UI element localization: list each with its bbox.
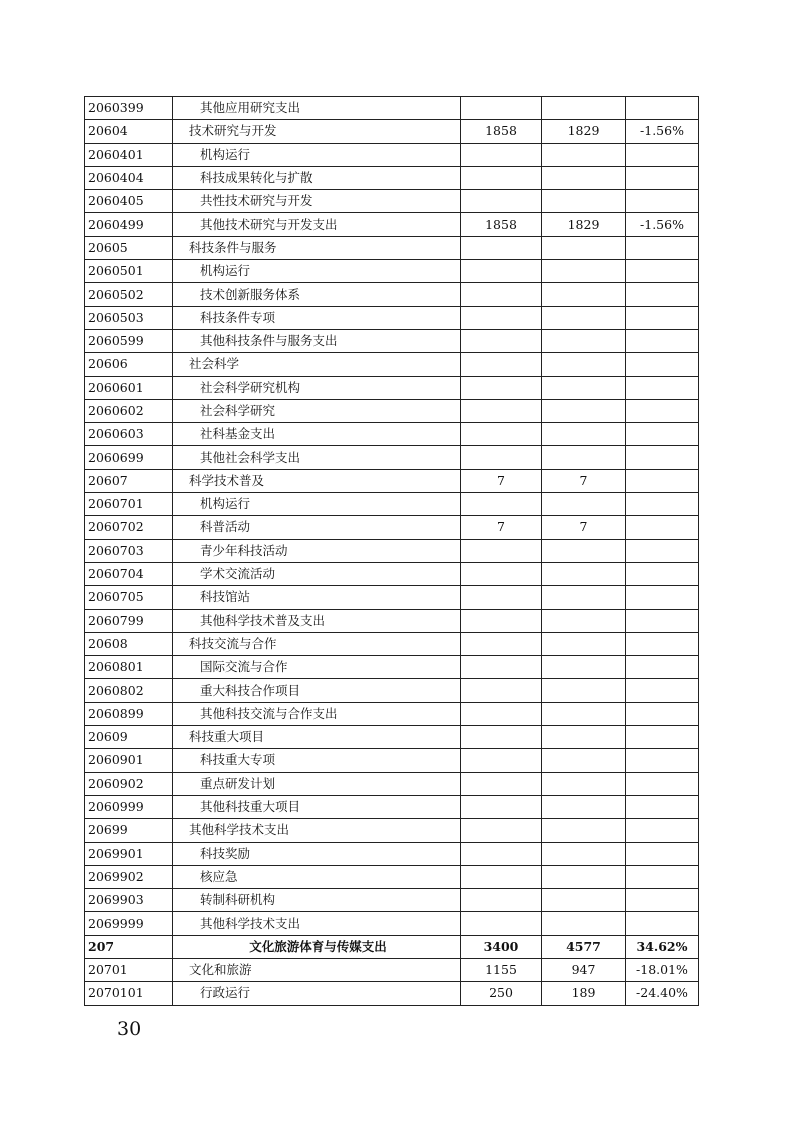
table-row	[85, 97, 699, 120]
cell-name: 技术研究与开发	[173, 120, 461, 143]
cell-name: 社会科学研究机构	[173, 376, 461, 399]
cell-change-pct: -1.56%	[626, 120, 699, 143]
cell-name: 其他社会科学支出	[173, 446, 461, 469]
cell-code: 2060802	[85, 679, 173, 702]
cell-code: 2060602	[85, 399, 173, 422]
table-row	[85, 120, 699, 143]
cell-budget-curr	[542, 632, 626, 655]
cell-name: 重点研发计划	[173, 772, 461, 795]
table-row	[85, 376, 699, 399]
table-row	[85, 283, 699, 306]
cell-change-pct	[626, 842, 699, 865]
cell-budget-prev	[461, 306, 542, 329]
cell-budget-prev	[461, 166, 542, 189]
cell-change-pct	[626, 632, 699, 655]
cell-budget-prev	[461, 353, 542, 376]
cell-name: 核应急	[173, 865, 461, 888]
cell-name: 科技成果转化与扩散	[173, 166, 461, 189]
table-row	[85, 562, 699, 585]
cell-budget-prev	[461, 236, 542, 259]
cell-code: 2060699	[85, 446, 173, 469]
cell-budget-curr	[542, 889, 626, 912]
cell-budget-prev	[461, 819, 542, 842]
cell-change-pct	[626, 329, 699, 352]
cell-name: 文化和旅游	[173, 958, 461, 981]
cell-name: 共性技术研究与开发	[173, 190, 461, 213]
cell-name: 科技条件专项	[173, 306, 461, 329]
cell-code: 2060705	[85, 586, 173, 609]
cell-change-pct	[626, 609, 699, 632]
cell-budget-prev	[461, 795, 542, 818]
cell-budget-curr: 7	[542, 516, 626, 539]
cell-name: 其他科技重大项目	[173, 795, 461, 818]
cell-code: 2060901	[85, 749, 173, 772]
cell-budget-prev	[461, 726, 542, 749]
cell-change-pct	[626, 562, 699, 585]
cell-change-pct: 34.62%	[626, 935, 699, 958]
cell-budget-curr	[542, 562, 626, 585]
cell-budget-prev	[461, 539, 542, 562]
cell-code: 2060801	[85, 656, 173, 679]
table-row	[85, 143, 699, 166]
cell-change-pct	[626, 306, 699, 329]
cell-budget-prev	[461, 865, 542, 888]
cell-change-pct	[626, 539, 699, 562]
cell-code: 2060899	[85, 702, 173, 725]
cell-budget-prev	[461, 376, 542, 399]
cell-code: 2060404	[85, 166, 173, 189]
cell-code: 2060601	[85, 376, 173, 399]
budget-table	[84, 96, 699, 1006]
cell-code: 2060701	[85, 493, 173, 516]
cell-name: 技术创新服务体系	[173, 283, 461, 306]
cell-budget-curr	[542, 143, 626, 166]
cell-code: 2060399	[85, 97, 173, 120]
cell-change-pct: -18.01%	[626, 958, 699, 981]
cell-name: 其他科学技术普及支出	[173, 609, 461, 632]
cell-budget-curr	[542, 726, 626, 749]
cell-budget-prev	[461, 632, 542, 655]
cell-budget-prev	[461, 702, 542, 725]
cell-budget-curr	[542, 702, 626, 725]
cell-budget-curr	[542, 97, 626, 120]
cell-name: 学术交流活动	[173, 562, 461, 585]
cell-budget-curr	[542, 539, 626, 562]
table-row	[85, 656, 699, 679]
cell-name: 行政运行	[173, 982, 461, 1005]
cell-change-pct	[626, 283, 699, 306]
table-row	[85, 726, 699, 749]
cell-code: 2060999	[85, 795, 173, 818]
cell-name: 其他科学技术支出	[173, 912, 461, 935]
cell-name: 机构运行	[173, 143, 461, 166]
cell-budget-prev	[461, 609, 542, 632]
cell-code: 2060501	[85, 260, 173, 283]
cell-code: 20607	[85, 469, 173, 492]
cell-name: 科技条件与服务	[173, 236, 461, 259]
cell-budget-curr	[542, 819, 626, 842]
table-row	[85, 679, 699, 702]
cell-budget-prev	[461, 260, 542, 283]
cell-code: 2060702	[85, 516, 173, 539]
table-row	[85, 329, 699, 352]
cell-code: 2060703	[85, 539, 173, 562]
cell-name: 文化旅游体育与传媒支出	[173, 935, 461, 958]
table-row	[85, 446, 699, 469]
cell-change-pct	[626, 679, 699, 702]
cell-budget-prev	[461, 190, 542, 213]
cell-change-pct	[626, 912, 699, 935]
cell-budget-prev: 1155	[461, 958, 542, 981]
cell-budget-prev	[461, 446, 542, 469]
cell-code: 2060799	[85, 609, 173, 632]
cell-change-pct	[626, 353, 699, 376]
cell-name: 科技重大项目	[173, 726, 461, 749]
table-row	[85, 586, 699, 609]
table-row	[85, 539, 699, 562]
cell-budget-prev: 1858	[461, 120, 542, 143]
table-row	[85, 423, 699, 446]
page-number: 30	[117, 1018, 142, 1040]
cell-code: 20699	[85, 819, 173, 842]
cell-budget-curr: 1829	[542, 213, 626, 236]
cell-name: 科技馆站	[173, 586, 461, 609]
cell-budget-prev: 7	[461, 516, 542, 539]
cell-name: 重大科技合作项目	[173, 679, 461, 702]
cell-budget-prev	[461, 423, 542, 446]
table-row	[85, 260, 699, 283]
cell-change-pct	[626, 586, 699, 609]
cell-budget-prev	[461, 749, 542, 772]
cell-change-pct: -1.56%	[626, 213, 699, 236]
cell-budget-curr	[542, 399, 626, 422]
cell-change-pct	[626, 469, 699, 492]
cell-budget-prev	[461, 562, 542, 585]
cell-budget-prev: 7	[461, 469, 542, 492]
cell-budget-prev: 1858	[461, 213, 542, 236]
cell-name: 转制科研机构	[173, 889, 461, 912]
cell-budget-prev	[461, 283, 542, 306]
table-row	[85, 213, 699, 236]
cell-code: 2060499	[85, 213, 173, 236]
cell-name: 科技交流与合作	[173, 632, 461, 655]
cell-budget-curr	[542, 912, 626, 935]
cell-code: 2069901	[85, 842, 173, 865]
cell-change-pct	[626, 376, 699, 399]
cell-change-pct	[626, 143, 699, 166]
cell-budget-prev	[461, 493, 542, 516]
cell-code: 20605	[85, 236, 173, 259]
table-body	[85, 97, 699, 1006]
cell-budget-prev	[461, 679, 542, 702]
cell-name: 科技奖励	[173, 842, 461, 865]
cell-change-pct	[626, 702, 699, 725]
table-row	[85, 190, 699, 213]
cell-budget-curr: 4577	[542, 935, 626, 958]
table-row	[85, 772, 699, 795]
cell-budget-curr: 947	[542, 958, 626, 981]
cell-budget-curr	[542, 283, 626, 306]
cell-budget-prev	[461, 656, 542, 679]
cell-change-pct	[626, 516, 699, 539]
cell-name: 科技重大专项	[173, 749, 461, 772]
cell-budget-curr	[542, 306, 626, 329]
cell-code: 207	[85, 935, 173, 958]
table-row	[85, 399, 699, 422]
table-row	[85, 889, 699, 912]
cell-change-pct	[626, 190, 699, 213]
cell-budget-curr	[542, 586, 626, 609]
cell-budget-curr	[542, 609, 626, 632]
cell-budget-prev	[461, 97, 542, 120]
cell-name: 其他科技交流与合作支出	[173, 702, 461, 725]
cell-budget-curr	[542, 749, 626, 772]
cell-code: 20608	[85, 632, 173, 655]
cell-change-pct	[626, 493, 699, 516]
cell-budget-curr	[542, 260, 626, 283]
cell-code: 2060599	[85, 329, 173, 352]
cell-code: 20609	[85, 726, 173, 749]
cell-budget-curr: 189	[542, 982, 626, 1005]
table-row	[85, 749, 699, 772]
table-row	[85, 935, 699, 958]
cell-budget-prev	[461, 912, 542, 935]
table-row	[85, 306, 699, 329]
cell-name: 其他应用研究支出	[173, 97, 461, 120]
cell-budget-prev	[461, 842, 542, 865]
cell-code: 20606	[85, 353, 173, 376]
cell-name: 科学技术普及	[173, 469, 461, 492]
cell-name: 社会科学	[173, 353, 461, 376]
cell-budget-curr: 7	[542, 469, 626, 492]
cell-code: 2060503	[85, 306, 173, 329]
cell-change-pct	[626, 726, 699, 749]
table-row	[85, 819, 699, 842]
cell-change-pct	[626, 399, 699, 422]
cell-budget-prev	[461, 399, 542, 422]
table-row	[85, 516, 699, 539]
cell-name: 国际交流与合作	[173, 656, 461, 679]
cell-budget-curr	[542, 329, 626, 352]
cell-change-pct	[626, 166, 699, 189]
cell-budget-curr	[542, 423, 626, 446]
cell-code: 2060502	[85, 283, 173, 306]
table-row	[85, 982, 699, 1005]
cell-code: 2069902	[85, 865, 173, 888]
cell-budget-curr	[542, 353, 626, 376]
table-row	[85, 912, 699, 935]
table-row	[85, 493, 699, 516]
cell-code: 2060405	[85, 190, 173, 213]
cell-code: 20604	[85, 120, 173, 143]
cell-budget-prev	[461, 586, 542, 609]
cell-name: 机构运行	[173, 493, 461, 516]
cell-budget-curr	[542, 865, 626, 888]
cell-budget-curr	[542, 772, 626, 795]
table-row	[85, 609, 699, 632]
cell-budget-curr	[542, 236, 626, 259]
cell-name: 社会科学研究	[173, 399, 461, 422]
cell-change-pct	[626, 795, 699, 818]
table-row	[85, 958, 699, 981]
cell-change-pct	[626, 819, 699, 842]
table-row	[85, 469, 699, 492]
cell-budget-prev	[461, 329, 542, 352]
cell-budget-prev: 250	[461, 982, 542, 1005]
cell-code: 2069999	[85, 912, 173, 935]
cell-code: 2060704	[85, 562, 173, 585]
cell-budget-curr	[542, 190, 626, 213]
cell-change-pct	[626, 889, 699, 912]
table-row	[85, 353, 699, 376]
table-row	[85, 702, 699, 725]
cell-change-pct	[626, 423, 699, 446]
table-row	[85, 865, 699, 888]
cell-name: 青少年科技活动	[173, 539, 461, 562]
table-row	[85, 842, 699, 865]
cell-code: 2060401	[85, 143, 173, 166]
cell-code: 20701	[85, 958, 173, 981]
cell-budget-prev: 3400	[461, 935, 542, 958]
cell-change-pct	[626, 97, 699, 120]
cell-budget-curr: 1829	[542, 120, 626, 143]
cell-code: 2060902	[85, 772, 173, 795]
cell-name: 机构运行	[173, 260, 461, 283]
cell-budget-prev	[461, 889, 542, 912]
table-row	[85, 236, 699, 259]
cell-code: 2070101	[85, 982, 173, 1005]
cell-change-pct	[626, 656, 699, 679]
cell-budget-curr	[542, 656, 626, 679]
cell-budget-curr	[542, 679, 626, 702]
cell-budget-prev	[461, 772, 542, 795]
cell-budget-prev	[461, 143, 542, 166]
table-row	[85, 166, 699, 189]
table-row	[85, 632, 699, 655]
cell-code: 2060603	[85, 423, 173, 446]
table-row	[85, 795, 699, 818]
cell-code: 2069903	[85, 889, 173, 912]
cell-budget-curr	[542, 376, 626, 399]
cell-budget-curr	[542, 493, 626, 516]
cell-change-pct	[626, 865, 699, 888]
cell-budget-curr	[542, 795, 626, 818]
cell-name: 其他技术研究与开发支出	[173, 213, 461, 236]
cell-change-pct	[626, 749, 699, 772]
cell-name: 科普活动	[173, 516, 461, 539]
cell-change-pct	[626, 446, 699, 469]
cell-name: 其他科学技术支出	[173, 819, 461, 842]
cell-budget-curr	[542, 446, 626, 469]
cell-change-pct	[626, 772, 699, 795]
cell-change-pct	[626, 260, 699, 283]
cell-budget-curr	[542, 166, 626, 189]
cell-name: 其他科技条件与服务支出	[173, 329, 461, 352]
cell-budget-curr	[542, 842, 626, 865]
cell-name: 社科基金支出	[173, 423, 461, 446]
cell-change-pct	[626, 236, 699, 259]
cell-change-pct: -24.40%	[626, 982, 699, 1005]
